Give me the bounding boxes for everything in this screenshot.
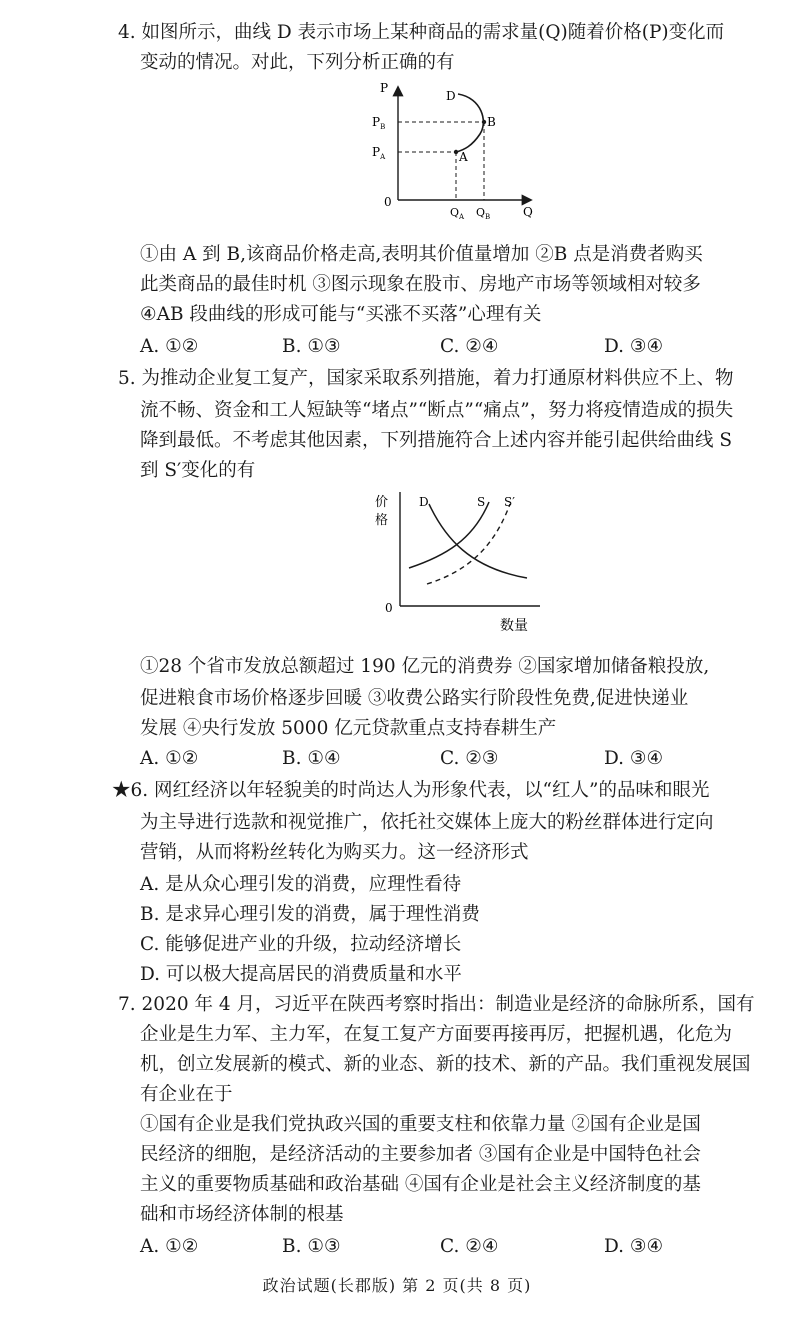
q4-demand-graph <box>370 80 540 230</box>
q5-option-a[interactable]: A. ①② <box>140 748 199 769</box>
q5-stem-line1: 5. 为推动企业复工复产，国家采取系列措施，着力打通原材料供应不上、物 <box>118 368 734 389</box>
q4-option-c[interactable]: C. ②④ <box>440 336 499 357</box>
q5-curve-d <box>429 504 527 578</box>
q4-pb-label: $P_B$ <box>372 115 386 131</box>
q5-statement-line3: 发展 ④央行发放 5000 亿元贷款重点支持春耕生产 <box>140 718 557 739</box>
q6-stem-line2: 为主导进行选款和视觉推广，依托社交媒体上庞大的粉丝群体进行定向 <box>140 812 714 833</box>
q5-stem-line3: 降到最低。不考虑其他因素，下列措施符合上述内容并能引起供给曲线 S <box>140 430 733 451</box>
q4-qa-label: $Q_A$ <box>450 206 465 221</box>
q5-curve-s-prime-label: S′ <box>504 495 515 509</box>
q4-option-b[interactable]: B. ①③ <box>282 336 341 357</box>
q4-statement-line2: 此类商品的最佳时机 ③图示现象在股市、房地产市场等领域相对较多 <box>140 274 701 295</box>
q7-stem-line4: 有企业在于 <box>140 1084 233 1105</box>
q7-statement-line3: 主义的重要物质基础和政治基础 ④国有企业是社会主义经济制度的基 <box>140 1174 701 1195</box>
q5-stem-line4: 到 S′变化的有 <box>140 460 256 481</box>
q4-point-a-label: A <box>459 150 468 164</box>
q4-stem-line1: 4. 如图所示，曲线 D 表示市场上某种商品的需求量(Q)随着价格(P)变化而 <box>118 22 725 43</box>
star-icon: ★ <box>112 780 131 801</box>
q5-statement-line2: 促进粮食市场价格逐步回暖 ③收费公路实行阶段性免费,促进快递业 <box>140 688 689 709</box>
q5-ylabel-1: 价 <box>375 495 389 510</box>
q5-curve-d-label: D <box>419 495 429 509</box>
q4-point-b-label: B <box>487 115 496 129</box>
q7-option-a[interactable]: A. ①② <box>140 1236 199 1257</box>
q7-stem-line1: 7. 2020 年 4 月，习近平在陕西考察时指出：制造业是经济的命脉所系，国有 <box>118 994 755 1015</box>
q5-supply-demand-graph <box>365 488 555 638</box>
q7-stem-line2: 企业是生力军、主力军，在复工复产方面要再接再厉，把握机遇，化危为 <box>140 1024 733 1045</box>
q5-curve-s-label: S <box>477 495 486 509</box>
q7-option-b[interactable]: B. ①③ <box>282 1236 341 1257</box>
q6-stem-line3: 营销，从而将粉丝转化为购买力。这一经济形式 <box>140 842 529 863</box>
q5-option-c[interactable]: C. ②③ <box>440 748 499 769</box>
q7-stem-line3: 机，创立发展新的模式、新的业态、新的技术、新的产品。我们重视发展国 <box>140 1054 751 1075</box>
q5-option-b[interactable]: B. ①④ <box>282 748 341 769</box>
q5-origin-label: 0 <box>385 601 393 615</box>
q6-option-a[interactable]: A. 是从众心理引发的消费，应理性看待 <box>140 874 462 895</box>
q5-curve-s-prime <box>427 504 510 584</box>
q4-option-a[interactable]: A. ①② <box>140 336 199 357</box>
q5-xlabel: 数量 <box>500 618 528 634</box>
q7-statement-line4: 础和市场经济体制的根基 <box>140 1204 344 1225</box>
q5-option-d[interactable]: D. ③④ <box>604 748 664 769</box>
q7-option-c[interactable]: C. ②④ <box>440 1236 499 1257</box>
q4-option-d[interactable]: D. ③④ <box>604 336 664 357</box>
page-footer: 政治试题(长郡版) 第 2 页(共 8 页) <box>262 1276 532 1295</box>
q4-pa-label: $P_A$ <box>372 145 386 161</box>
q6-stem-line1: ★6. 网红经济以年轻貌美的时尚达人为形象代表，以“红人”的品味和眼光 <box>112 780 710 801</box>
q4-statement-line3: ④AB 段曲线的形成可能与“买涨不买落”心理有关 <box>140 304 542 325</box>
q4-curve-d <box>456 94 483 152</box>
q7-statement-line2: 民经济的细胞，是经济活动的主要参加者 ③国有企业是中国特色社会 <box>140 1144 701 1165</box>
q5-stem-line2: 流不畅、资金和工人短缺等“堵点”“断点”“痛点”，努力将疫情造成的损失 <box>140 400 734 421</box>
q4-point-a <box>454 150 458 154</box>
q4-qb-label: $Q_B$ <box>476 206 491 221</box>
q5-statement-line1: ①28 个省市发放总额超过 190 亿元的消费券 ②国家增加储备粮投放, <box>140 656 710 677</box>
q4-stem-line2: 变动的情况。对此，下列分析正确的有 <box>140 52 455 73</box>
q7-option-d[interactable]: D. ③④ <box>604 1236 664 1257</box>
q4-origin-label: 0 <box>384 195 392 209</box>
q7-statement-line1: ①国有企业是我们党执政兴国的重要支柱和依靠力量 ②国有企业是国 <box>140 1114 701 1135</box>
q4-statement-line1: ①由 A 到 B,该商品价格走高,表明其价值量增加 ②B 点是消费者购买 <box>140 244 703 265</box>
q4-point-b <box>482 120 486 124</box>
q4-axis-p-label: P <box>380 81 389 95</box>
q6-option-b[interactable]: B. 是求异心理引发的消费，属于理性消费 <box>140 904 480 925</box>
q5-ylabel-2: 格 <box>375 513 389 528</box>
q4-axis-q-label: Q <box>523 205 533 219</box>
q6-option-c[interactable]: C. 能够促进产业的升级，拉动经济增长 <box>140 934 462 955</box>
q6-option-d[interactable]: D. 可以极大提高居民的消费质量和水平 <box>140 964 462 985</box>
q4-curve-d-label: D <box>446 89 456 103</box>
